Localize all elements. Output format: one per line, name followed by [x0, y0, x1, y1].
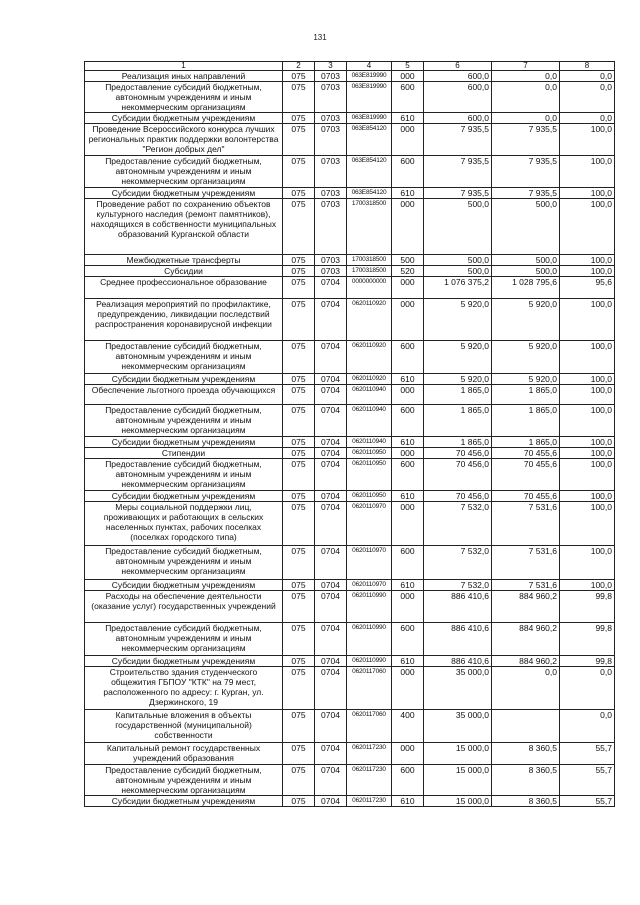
row-plan-amount: 600,0	[424, 113, 492, 124]
table-row	[85, 82, 615, 113]
header-cell: 4	[347, 62, 392, 71]
header-cell: 8	[560, 62, 615, 71]
row-description: Предоставление субсидий бюджетным, автономным учреждениям и иным некоммерческим организациям	[85, 765, 283, 796]
row-plan-amount: 15 000,0	[424, 796, 492, 807]
row-expense-type: 000	[392, 591, 424, 623]
row-actual-amount: 1 865,0	[492, 405, 560, 437]
row-percent: 55,7	[560, 796, 615, 807]
row-ministry-code: 075	[283, 765, 315, 796]
row-section-code: 0704	[315, 299, 347, 341]
row-actual-amount: 70 455,6	[492, 459, 560, 491]
row-expense-type: 610	[392, 188, 424, 199]
row-ministry-code: 075	[283, 437, 315, 448]
row-expense-type: 600	[392, 156, 424, 188]
table-row	[85, 546, 615, 580]
row-section-code: 0704	[315, 448, 347, 459]
row-target-code: 063E819990	[347, 113, 392, 124]
row-actual-amount: 500,0	[492, 266, 560, 277]
table-row	[85, 743, 615, 765]
row-expense-type: 000	[392, 199, 424, 255]
row-target-code: 0620117230	[347, 743, 392, 765]
row-ministry-code: 075	[283, 546, 315, 580]
row-section-code: 0703	[315, 71, 347, 82]
row-ministry-code: 075	[283, 459, 315, 491]
row-expense-type: 500	[392, 255, 424, 266]
row-description: Меры социальной поддержки лиц, проживающих и работающих в сельских населенных пунктах, рабочих поселках (поселках городского типа)	[85, 502, 283, 546]
row-plan-amount: 5 920,0	[424, 341, 492, 374]
row-description: Субсидии бюджетным учреждениям	[85, 113, 283, 124]
row-percent: 0,0	[560, 113, 615, 124]
row-actual-amount: 1 028 795,6	[492, 277, 560, 299]
row-plan-amount: 500,0	[424, 266, 492, 277]
row-ministry-code: 075	[283, 385, 315, 405]
row-section-code: 0703	[315, 255, 347, 266]
row-expense-type: 000	[392, 667, 424, 710]
row-actual-amount: 7 531,6	[492, 580, 560, 591]
row-ministry-code: 075	[283, 255, 315, 266]
row-ministry-code: 075	[283, 71, 315, 82]
row-percent: 0,0	[560, 71, 615, 82]
row-target-code: 063E854120	[347, 124, 392, 156]
row-actual-amount: 5 920,0	[492, 299, 560, 341]
row-expense-type: 000	[392, 448, 424, 459]
row-actual-amount: 8 360,5	[492, 743, 560, 765]
row-section-code: 0704	[315, 667, 347, 710]
row-section-code: 0704	[315, 743, 347, 765]
row-target-code: 063E854120	[347, 188, 392, 199]
row-description: Обеспечение льготного проезда обучающихся	[85, 385, 283, 405]
row-actual-amount: 8 360,5	[492, 765, 560, 796]
row-percent: 0,0	[560, 82, 615, 113]
row-plan-amount: 7 532,0	[424, 546, 492, 580]
row-description: Субсидии	[85, 266, 283, 277]
row-expense-type: 610	[392, 113, 424, 124]
row-expense-type: 000	[392, 299, 424, 341]
row-target-code: 0620117230	[347, 796, 392, 807]
row-plan-amount: 1 865,0	[424, 385, 492, 405]
row-expense-type: 600	[392, 459, 424, 491]
row-target-code: 0620117230	[347, 765, 392, 796]
header-cell: 7	[492, 62, 560, 71]
row-description: Предоставление субсидий бюджетным, автономным учреждениям и иным некоммерческим организациям	[85, 156, 283, 188]
row-expense-type: 520	[392, 266, 424, 277]
table-row	[85, 405, 615, 437]
row-expense-type: 610	[392, 796, 424, 807]
row-plan-amount: 5 920,0	[424, 299, 492, 341]
row-ministry-code: 075	[283, 743, 315, 765]
table-row	[85, 374, 615, 385]
row-expense-type: 600	[392, 82, 424, 113]
row-ministry-code: 075	[283, 623, 315, 656]
row-section-code: 0704	[315, 656, 347, 667]
table-row	[85, 124, 615, 156]
row-percent: 100,0	[560, 188, 615, 199]
header-cell: 3	[315, 62, 347, 71]
row-ministry-code: 075	[283, 266, 315, 277]
table-row	[85, 656, 615, 667]
row-description: Среднее профессиональное образование	[85, 277, 283, 299]
row-actual-amount: 70 455,6	[492, 491, 560, 502]
row-section-code: 0704	[315, 502, 347, 546]
header-cell: 6	[424, 62, 492, 71]
row-target-code: 0620110990	[347, 623, 392, 656]
row-percent: 100,0	[560, 374, 615, 385]
row-ministry-code: 075	[283, 124, 315, 156]
row-expense-type: 600	[392, 341, 424, 374]
row-ministry-code: 075	[283, 113, 315, 124]
row-expense-type: 610	[392, 656, 424, 667]
row-expense-type: 000	[392, 502, 424, 546]
row-target-code: 0620110940	[347, 437, 392, 448]
row-actual-amount: 500,0	[492, 255, 560, 266]
row-percent: 99,8	[560, 591, 615, 623]
row-percent: 95,6	[560, 277, 615, 299]
row-expense-type: 000	[392, 277, 424, 299]
row-target-code: 0620110970	[347, 502, 392, 546]
row-actual-amount: 884 960,2	[492, 656, 560, 667]
row-plan-amount: 1 865,0	[424, 405, 492, 437]
row-ministry-code: 075	[283, 299, 315, 341]
row-percent: 55,7	[560, 765, 615, 796]
row-actual-amount: 884 960,2	[492, 591, 560, 623]
row-target-code: 0620110950	[347, 491, 392, 502]
row-actual-amount: 7 935,5	[492, 124, 560, 156]
row-target-code: 0620110940	[347, 385, 392, 405]
table-row	[85, 188, 615, 199]
row-description: Субсидии бюджетным учреждениям	[85, 374, 283, 385]
row-percent: 99,8	[560, 623, 615, 656]
row-percent: 100,0	[560, 546, 615, 580]
row-plan-amount: 35 000,0	[424, 710, 492, 743]
row-plan-amount: 5 920,0	[424, 374, 492, 385]
row-percent: 100,0	[560, 124, 615, 156]
row-ministry-code: 075	[283, 710, 315, 743]
row-plan-amount: 70 456,0	[424, 448, 492, 459]
row-section-code: 0704	[315, 341, 347, 374]
row-percent: 100,0	[560, 255, 615, 266]
row-plan-amount: 7 935,5	[424, 188, 492, 199]
row-actual-amount: 70 455,6	[492, 448, 560, 459]
row-ministry-code: 075	[283, 199, 315, 255]
table-row	[85, 385, 615, 405]
row-expense-type: 400	[392, 710, 424, 743]
row-section-code: 0703	[315, 124, 347, 156]
row-actual-amount: 0,0	[492, 113, 560, 124]
row-description: Предоставление субсидий бюджетным, автономным учреждениям и иным некоммерческим организациям	[85, 82, 283, 113]
row-target-code: 0620110940	[347, 405, 392, 437]
table-row	[85, 341, 615, 374]
row-plan-amount: 70 456,0	[424, 459, 492, 491]
row-plan-amount: 7 935,5	[424, 124, 492, 156]
row-percent: 0,0	[560, 667, 615, 710]
row-plan-amount: 7 532,0	[424, 502, 492, 546]
table-row	[85, 255, 615, 266]
row-section-code: 0704	[315, 491, 347, 502]
row-percent: 100,0	[560, 385, 615, 405]
row-target-code: 1700318500	[347, 266, 392, 277]
row-ministry-code: 075	[283, 374, 315, 385]
row-target-code: 1700318500	[347, 199, 392, 255]
row-target-code: 063E819990	[347, 71, 392, 82]
row-section-code: 0704	[315, 796, 347, 807]
row-actual-amount: 1 865,0	[492, 385, 560, 405]
row-percent: 99,8	[560, 656, 615, 667]
row-percent: 100,0	[560, 448, 615, 459]
row-description: Предоставление субсидий бюджетным, автономным учреждениям и иным некоммерческим организациям	[85, 341, 283, 374]
header-cell: 1	[85, 62, 283, 71]
row-target-code: 0620110920	[347, 374, 392, 385]
row-plan-amount: 600,0	[424, 71, 492, 82]
row-target-code: 0000000000	[347, 277, 392, 299]
row-actual-amount	[492, 710, 560, 743]
row-section-code: 0704	[315, 580, 347, 591]
row-description: Стипендии	[85, 448, 283, 459]
table-row	[85, 591, 615, 623]
row-plan-amount: 500,0	[424, 199, 492, 255]
row-description: Предоставление субсидий бюджетным, автономным учреждениям и иным некоммерческим организациям	[85, 459, 283, 491]
header-cell: 5	[392, 62, 424, 71]
row-target-code: 0620110970	[347, 546, 392, 580]
row-ministry-code: 075	[283, 156, 315, 188]
row-section-code: 0703	[315, 82, 347, 113]
table-row	[85, 765, 615, 796]
row-actual-amount: 5 920,0	[492, 341, 560, 374]
row-ministry-code: 075	[283, 502, 315, 546]
header-row	[85, 62, 615, 71]
row-description: Субсидии бюджетным учреждениям	[85, 796, 283, 807]
row-expense-type: 600	[392, 405, 424, 437]
row-description: Проведение работ по сохранению объектов культурного наследия (ремонт памятников), находящихся в собственности муниципальных образований Курганской области	[85, 199, 283, 255]
table-row	[85, 502, 615, 546]
row-expense-type: 000	[392, 71, 424, 82]
row-description: Реализация иных направлений	[85, 71, 283, 82]
row-plan-amount: 7 935,5	[424, 156, 492, 188]
row-actual-amount: 8 360,5	[492, 796, 560, 807]
row-section-code: 0704	[315, 459, 347, 491]
row-expense-type: 000	[392, 743, 424, 765]
row-actual-amount: 500,0	[492, 199, 560, 255]
row-percent: 100,0	[560, 156, 615, 188]
row-expense-type: 610	[392, 491, 424, 502]
row-target-code: 0620110920	[347, 299, 392, 341]
table-row	[85, 266, 615, 277]
row-target-code: 063E854120	[347, 156, 392, 188]
row-description: Субсидии бюджетным учреждениям	[85, 437, 283, 448]
row-section-code: 0704	[315, 405, 347, 437]
row-actual-amount: 1 865,0	[492, 437, 560, 448]
row-description: Предоставление субсидий бюджетным, автономным учреждениям и иным некоммерческим организациям	[85, 405, 283, 437]
row-ministry-code: 075	[283, 341, 315, 374]
header-cell: 2	[283, 62, 315, 71]
row-expense-type: 600	[392, 546, 424, 580]
row-percent: 100,0	[560, 266, 615, 277]
row-description: Расходы на обеспечение деятельности (оказание услуг) государственных учреждений	[85, 591, 283, 623]
row-expense-type: 610	[392, 580, 424, 591]
row-percent: 100,0	[560, 437, 615, 448]
table-row	[85, 156, 615, 188]
table-row	[85, 710, 615, 743]
row-percent: 100,0	[560, 580, 615, 591]
row-ministry-code: 075	[283, 667, 315, 710]
row-description: Проведение Всероссийского конкурса лучших региональных практик поддержки волонтерства "Регион добрых дел"	[85, 124, 283, 156]
row-plan-amount: 15 000,0	[424, 765, 492, 796]
row-target-code: 0620110950	[347, 448, 392, 459]
row-actual-amount: 0,0	[492, 82, 560, 113]
table-row	[85, 459, 615, 491]
row-section-code: 0704	[315, 385, 347, 405]
table-row	[85, 667, 615, 710]
row-section-code: 0703	[315, 113, 347, 124]
row-actual-amount: 7 531,6	[492, 502, 560, 546]
row-plan-amount: 600,0	[424, 82, 492, 113]
table-row	[85, 199, 615, 255]
row-actual-amount: 7 935,5	[492, 188, 560, 199]
row-target-code: 0620110990	[347, 656, 392, 667]
row-expense-type: 600	[392, 623, 424, 656]
row-plan-amount: 886 410,6	[424, 591, 492, 623]
row-section-code: 0703	[315, 199, 347, 255]
row-plan-amount: 1 865,0	[424, 437, 492, 448]
row-section-code: 0704	[315, 710, 347, 743]
row-description: Реализация мероприятий по профилактике, предупреждению, ликвидации последствий распространения коронавирусной инфекции	[85, 299, 283, 341]
row-description: Капитальный ремонт государственных учреждений образования	[85, 743, 283, 765]
row-ministry-code: 075	[283, 591, 315, 623]
row-expense-type: 600	[392, 765, 424, 796]
table-row	[85, 796, 615, 807]
table-row	[85, 580, 615, 591]
row-target-code: 0620110920	[347, 341, 392, 374]
row-percent: 0,0	[560, 710, 615, 743]
row-ministry-code: 075	[283, 405, 315, 437]
row-percent: 100,0	[560, 502, 615, 546]
row-target-code: 0620117060	[347, 710, 392, 743]
row-actual-amount: 7 935,5	[492, 156, 560, 188]
row-expense-type: 610	[392, 374, 424, 385]
row-plan-amount: 500,0	[424, 255, 492, 266]
row-ministry-code: 075	[283, 491, 315, 502]
row-section-code: 0703	[315, 266, 347, 277]
row-section-code: 0704	[315, 277, 347, 299]
row-percent: 55,7	[560, 743, 615, 765]
row-description: Субсидии бюджетным учреждениям	[85, 188, 283, 199]
row-percent: 100,0	[560, 341, 615, 374]
table-row	[85, 623, 615, 656]
row-section-code: 0703	[315, 156, 347, 188]
row-target-code: 0620117060	[347, 667, 392, 710]
row-expense-type: 610	[392, 437, 424, 448]
row-actual-amount: 7 531,6	[492, 546, 560, 580]
row-expense-type: 000	[392, 124, 424, 156]
row-plan-amount: 35 000,0	[424, 667, 492, 710]
row-plan-amount: 15 000,0	[424, 743, 492, 765]
row-percent: 100,0	[560, 459, 615, 491]
page-number: 131	[313, 33, 327, 42]
row-description: Капитальные вложения в объекты государственной (муниципальной) собственности	[85, 710, 283, 743]
table-row	[85, 71, 615, 82]
row-target-code: 1700318500	[347, 255, 392, 266]
row-description: Субсидии бюджетным учреждениям	[85, 580, 283, 591]
row-ministry-code: 075	[283, 796, 315, 807]
row-plan-amount: 886 410,6	[424, 656, 492, 667]
row-section-code: 0704	[315, 623, 347, 656]
table-row	[85, 277, 615, 299]
table-row	[85, 437, 615, 448]
row-ministry-code: 075	[283, 448, 315, 459]
row-description: Предоставление субсидий бюджетным, автономным учреждениям и иным некоммерческим организациям	[85, 623, 283, 656]
row-actual-amount: 884 960,2	[492, 623, 560, 656]
row-target-code: 063E819990	[347, 82, 392, 113]
row-section-code: 0704	[315, 591, 347, 623]
row-description: Субсидии бюджетным учреждениям	[85, 491, 283, 502]
row-section-code: 0704	[315, 765, 347, 796]
row-description: Предоставление субсидий бюджетным, автономным учреждениям и иным некоммерческим организациям	[85, 546, 283, 580]
row-description: Строительство здания студенческого общежития ГБПОУ "КТК" на 79 мест, расположенного по адресу: г. Курган, ул. Дзержинского, 19	[85, 667, 283, 710]
row-ministry-code: 075	[283, 580, 315, 591]
row-section-code: 0704	[315, 437, 347, 448]
row-ministry-code: 075	[283, 277, 315, 299]
table-row	[85, 299, 615, 341]
row-target-code: 0620110990	[347, 591, 392, 623]
row-target-code: 0620110970	[347, 580, 392, 591]
table-row	[85, 491, 615, 502]
table-row	[85, 113, 615, 124]
row-percent: 100,0	[560, 199, 615, 255]
row-target-code: 0620110950	[347, 459, 392, 491]
row-actual-amount: 0,0	[492, 667, 560, 710]
row-section-code: 0704	[315, 546, 347, 580]
row-actual-amount: 0,0	[492, 71, 560, 82]
row-expense-type: 000	[392, 385, 424, 405]
budget-table	[84, 61, 615, 807]
row-description: Межбюджетные трансферты	[85, 255, 283, 266]
table-row	[85, 448, 615, 459]
row-description: Субсидии бюджетным учреждениям	[85, 656, 283, 667]
row-ministry-code: 075	[283, 656, 315, 667]
row-plan-amount: 1 076 375,2	[424, 277, 492, 299]
row-section-code: 0704	[315, 374, 347, 385]
row-plan-amount: 886 410,6	[424, 623, 492, 656]
row-section-code: 0703	[315, 188, 347, 199]
row-plan-amount: 70 456,0	[424, 491, 492, 502]
row-ministry-code: 075	[283, 82, 315, 113]
row-percent: 100,0	[560, 299, 615, 341]
row-percent: 100,0	[560, 405, 615, 437]
row-plan-amount: 7 532,0	[424, 580, 492, 591]
row-percent: 100,0	[560, 491, 615, 502]
row-actual-amount: 5 920,0	[492, 374, 560, 385]
row-ministry-code: 075	[283, 188, 315, 199]
